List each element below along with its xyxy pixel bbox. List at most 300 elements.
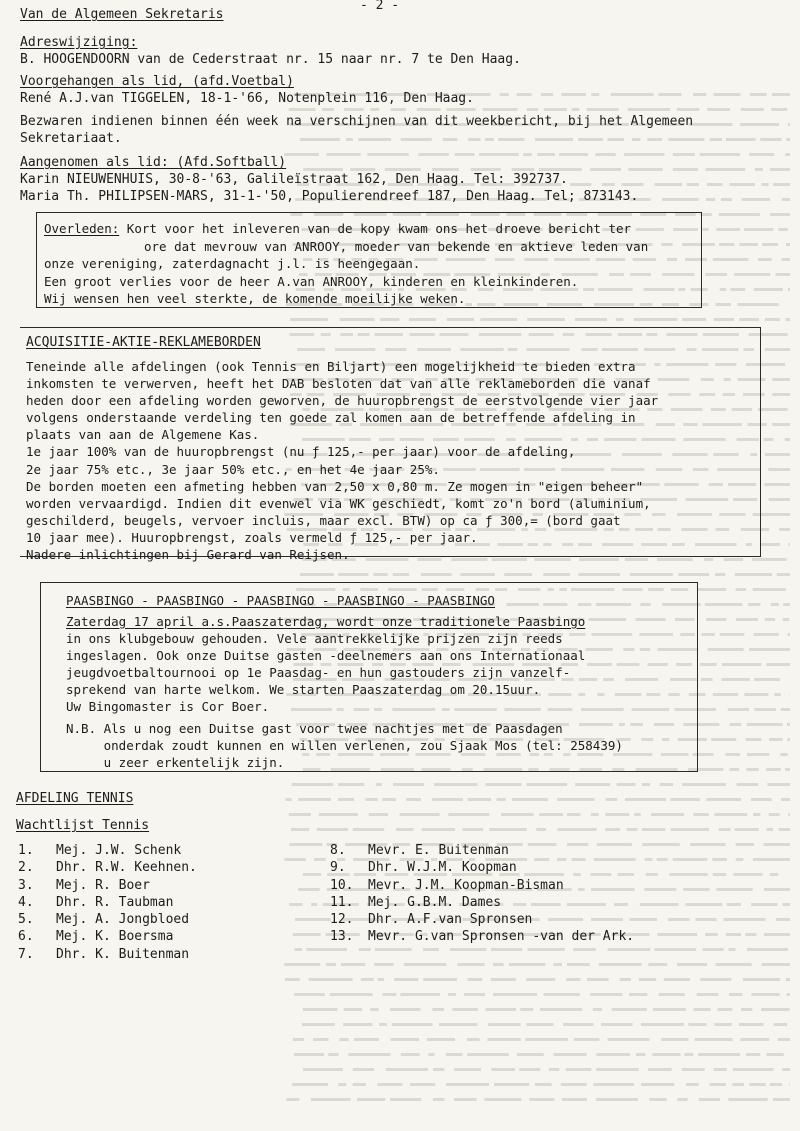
show-through-mark	[285, 978, 300, 981]
show-through-mark	[657, 858, 668, 861]
show-through-mark	[694, 1008, 711, 1011]
show-through-mark	[562, 1098, 587, 1101]
show-through-mark	[353, 1083, 366, 1086]
show-through-mark	[491, 1068, 515, 1071]
show-through-mark	[707, 183, 723, 186]
show-through-mark	[289, 843, 322, 846]
proposed-member-text: René A.J.van TIGGELEN, 18-1-'66, Notenplein 116, Den Haag.	[20, 91, 474, 106]
show-through-mark	[303, 1068, 343, 1071]
show-through-mark	[706, 168, 746, 171]
show-through-mark	[457, 963, 484, 966]
show-through-mark	[357, 1098, 385, 1101]
show-through-mark	[762, 963, 790, 966]
show-through-mark	[642, 828, 665, 831]
show-through-mark	[504, 573, 532, 576]
waitlist-name: Dhr. A.F.van Spronsen	[368, 912, 533, 928]
show-through-mark	[720, 288, 727, 291]
show-through-mark	[641, 1023, 684, 1026]
show-through-mark	[289, 813, 311, 816]
waitlist-row	[18, 894, 197, 911]
show-through-mark	[695, 1038, 733, 1041]
show-through-mark	[348, 1053, 390, 1056]
show-through-mark	[726, 138, 756, 141]
show-through-mark	[748, 603, 761, 606]
bingo-note-line: u zeer erkentelijk zijn.	[66, 755, 285, 770]
show-through-mark	[338, 573, 368, 576]
show-through-mark	[294, 1053, 324, 1056]
show-through-mark	[287, 1098, 300, 1101]
show-through-mark	[517, 1053, 544, 1056]
show-through-mark	[641, 1083, 674, 1086]
show-through-mark	[705, 933, 718, 936]
show-through-mark	[678, 573, 709, 576]
show-through-mark	[728, 708, 749, 711]
show-through-mark	[549, 1068, 560, 1071]
show-through-mark	[707, 108, 730, 111]
waitlist-number: 1.	[18, 843, 34, 858]
show-through-mark	[608, 948, 651, 951]
show-through-mark	[378, 978, 385, 981]
show-through-mark	[601, 1023, 632, 1026]
show-through-mark	[688, 1023, 706, 1026]
show-through-mark	[660, 783, 674, 786]
acquisition-line: volgens onderstaande verdeling ten goede zal komen aan de betreffende afdeling in	[26, 410, 636, 426]
waitlist-name: Mej. A. Jongbloed	[56, 912, 190, 928]
show-through-mark	[785, 768, 790, 771]
show-through-mark	[393, 783, 424, 786]
show-through-mark	[772, 393, 790, 396]
show-through-mark	[649, 1098, 667, 1101]
show-through-mark	[553, 963, 562, 966]
show-through-mark	[493, 963, 504, 966]
show-through-mark	[783, 903, 790, 906]
show-through-mark	[708, 648, 744, 651]
show-through-mark	[777, 573, 790, 576]
show-through-mark	[648, 963, 667, 966]
show-through-mark	[611, 93, 654, 96]
show-through-mark	[303, 1008, 337, 1011]
show-through-mark	[480, 318, 517, 321]
show-through-mark	[567, 813, 580, 816]
show-through-mark	[751, 993, 779, 996]
show-through-mark	[629, 993, 647, 996]
show-through-mark	[671, 798, 701, 801]
show-through-mark	[742, 198, 770, 201]
obituary-line: onze vereniging, zaterdagnacht j.l. is heengegaan.	[44, 256, 421, 271]
show-through-mark	[343, 1023, 372, 1026]
show-through-mark	[671, 828, 709, 831]
show-through-mark	[662, 198, 699, 201]
show-through-mark	[762, 243, 778, 246]
show-through-mark	[772, 378, 790, 381]
show-through-mark	[733, 1068, 774, 1071]
show-through-mark	[620, 978, 631, 981]
show-through-mark	[566, 978, 580, 981]
show-through-mark	[746, 768, 758, 771]
show-through-mark	[617, 783, 636, 786]
show-through-mark	[422, 828, 455, 831]
show-through-mark	[713, 873, 727, 876]
show-through-mark	[668, 918, 690, 921]
show-through-mark	[770, 1083, 782, 1086]
show-through-mark	[418, 153, 448, 156]
show-through-mark	[517, 93, 532, 96]
show-through-mark	[755, 168, 763, 171]
show-through-mark	[423, 948, 439, 951]
show-through-mark	[781, 753, 788, 756]
page-number: - 2 -	[360, 0, 400, 13]
show-through-mark	[648, 1068, 672, 1071]
show-through-mark	[730, 768, 740, 771]
show-through-mark	[724, 558, 743, 561]
show-through-mark	[739, 243, 757, 246]
show-through-mark	[677, 108, 700, 111]
acquisition-line: worden vervaardigd. Indien dit evenwel via WK geschiedt, komt zo'n bord (aluminium,	[26, 495, 651, 511]
show-through-mark	[526, 1023, 553, 1026]
waitlist-row	[18, 842, 197, 859]
show-through-mark	[527, 108, 538, 111]
show-through-mark	[605, 813, 629, 816]
show-through-mark	[714, 1068, 727, 1071]
show-through-mark	[753, 588, 786, 591]
show-through-mark	[410, 1083, 435, 1086]
bingo-note-line: N.B. Als u nog een Duitse gast voor twee nachtjes met de Paasdagen	[66, 721, 563, 736]
show-through-mark	[396, 828, 413, 831]
show-through-mark	[573, 948, 596, 951]
show-through-mark	[377, 1083, 402, 1086]
waitlist-row	[18, 928, 197, 945]
show-through-mark	[401, 1053, 420, 1056]
show-through-mark	[786, 318, 790, 321]
show-through-mark	[657, 558, 693, 561]
show-through-mark	[772, 423, 790, 426]
show-through-mark	[766, 663, 790, 666]
show-through-mark	[773, 183, 790, 186]
show-through-mark	[366, 798, 378, 801]
show-through-mark	[380, 318, 399, 321]
show-through-mark	[294, 993, 325, 996]
show-through-mark	[433, 1098, 445, 1101]
waitlist-row	[330, 877, 634, 894]
show-through-mark	[706, 198, 715, 201]
show-through-mark	[605, 828, 620, 831]
show-through-mark	[596, 1053, 630, 1056]
show-through-mark	[642, 783, 650, 786]
show-through-mark	[390, 1098, 421, 1101]
waitlist-number: 13.	[330, 929, 354, 945]
show-through-mark	[578, 573, 620, 576]
show-through-mark	[728, 1098, 767, 1101]
show-through-mark	[770, 213, 790, 216]
show-through-mark	[774, 1023, 788, 1026]
show-through-mark	[392, 1023, 433, 1026]
show-through-mark	[369, 813, 388, 816]
show-through-mark	[330, 993, 373, 996]
waitlist-number: 7.	[18, 946, 34, 962]
show-through-mark	[771, 603, 779, 606]
show-through-mark	[696, 918, 717, 921]
show-through-mark	[493, 993, 537, 996]
show-through-mark	[664, 978, 690, 981]
bingo-note	[66, 720, 623, 771]
waitlist-row	[330, 894, 634, 911]
show-through-mark	[326, 963, 336, 966]
show-through-mark	[786, 978, 790, 981]
waitlist-number: 5.	[18, 912, 34, 928]
show-through-mark	[338, 783, 364, 786]
waitlist-row	[330, 859, 634, 876]
acquisition-line: plaats van aan de Algemene Kas.	[26, 427, 260, 443]
show-through-mark	[716, 303, 732, 306]
show-through-mark	[567, 963, 590, 966]
show-through-mark	[766, 828, 773, 831]
show-through-mark	[705, 273, 727, 276]
show-through-mark	[447, 318, 474, 321]
show-through-mark	[483, 108, 518, 111]
show-through-mark	[751, 903, 777, 906]
show-through-mark	[367, 153, 408, 156]
show-through-mark	[764, 888, 790, 891]
show-through-mark	[370, 1008, 379, 1011]
show-through-mark	[636, 1053, 645, 1056]
show-through-mark	[787, 993, 790, 996]
show-through-mark	[682, 318, 706, 321]
show-through-mark	[719, 828, 731, 831]
show-through-mark	[409, 318, 436, 321]
show-through-mark	[747, 753, 769, 756]
show-through-mark	[700, 213, 711, 216]
show-through-mark	[788, 633, 790, 636]
show-through-mark	[740, 1038, 769, 1041]
waitlist-number: 2.	[18, 860, 34, 876]
show-through-mark	[509, 963, 546, 966]
show-through-mark	[781, 708, 790, 711]
show-through-mark	[651, 813, 684, 816]
show-through-mark	[659, 993, 685, 996]
show-through-mark	[374, 963, 393, 966]
show-through-mark	[319, 813, 358, 816]
waitlist-row	[18, 877, 197, 894]
show-through-mark	[628, 108, 670, 111]
waitlist-number: 4.	[18, 894, 34, 910]
acquisition-line: 10 jaar mee). Huuropbrengst, zoals vermeld ƒ 125,- per jaar.	[26, 529, 478, 545]
show-through-mark	[727, 903, 741, 906]
show-through-mark	[300, 573, 334, 576]
show-through-mark	[719, 213, 760, 216]
show-through-mark	[467, 1038, 480, 1041]
show-through-mark	[655, 948, 697, 951]
show-through-mark	[497, 798, 506, 801]
show-through-mark	[714, 93, 741, 96]
show-through-mark	[745, 933, 756, 936]
show-through-mark	[500, 93, 509, 96]
waitlist-name: Mej. R. Boer	[56, 877, 150, 893]
show-through-mark	[523, 153, 532, 156]
show-through-mark	[764, 843, 790, 846]
show-through-mark	[295, 918, 331, 921]
show-through-mark	[771, 108, 787, 111]
show-through-mark	[353, 828, 385, 831]
show-through-mark	[543, 573, 570, 576]
show-through-mark	[646, 873, 658, 876]
show-through-mark	[554, 1053, 587, 1056]
show-through-mark	[782, 198, 790, 201]
show-through-mark	[730, 723, 742, 726]
show-through-mark	[339, 1038, 348, 1041]
show-through-mark	[706, 618, 726, 621]
show-through-mark	[726, 933, 741, 936]
show-through-mark	[284, 153, 319, 156]
proposed-member-heading: Voorgehangen als lid, (afd.Voetbal)	[20, 74, 294, 89]
show-through-mark	[783, 603, 790, 606]
show-through-mark	[717, 228, 740, 231]
show-through-mark	[434, 783, 477, 786]
show-through-mark	[706, 798, 741, 801]
show-through-mark	[701, 678, 713, 681]
show-through-mark	[467, 1053, 508, 1056]
show-through-mark	[754, 708, 776, 711]
show-through-mark	[292, 783, 334, 786]
show-through-mark	[539, 813, 563, 816]
show-through-mark	[703, 228, 709, 231]
show-through-mark	[400, 993, 440, 996]
accepted-member: Karin NIEUWENHUIS, 30-8-'63, Galileïstraat 162, Den Haag. Tel: 392737.	[20, 172, 568, 187]
show-through-mark	[787, 723, 790, 726]
show-through-mark	[754, 633, 779, 636]
show-through-mark	[433, 1068, 444, 1071]
show-through-mark	[375, 948, 412, 951]
waitlist-right-column	[330, 842, 634, 946]
bingo-line: ingeslagen. Ook onze Duitse gasten -deelnemers aan ons Internationaal	[66, 648, 586, 663]
show-through-mark	[450, 948, 487, 951]
show-through-mark	[714, 813, 747, 816]
show-through-mark	[468, 798, 492, 801]
show-through-mark	[765, 348, 790, 351]
show-through-mark	[427, 1038, 455, 1041]
bingo-text	[66, 613, 585, 715]
show-through-mark	[760, 138, 781, 141]
show-through-mark	[673, 858, 708, 861]
accepted-member: Maria Th. PHILIPSEN-MARS, 31-1-'50, Populierendreef 187, Den Haag. Tel; 873143.	[20, 189, 639, 204]
show-through-mark	[566, 1068, 592, 1071]
show-through-mark	[747, 948, 788, 951]
bingo-line: in ons klubgebouw gehouden. Vele aantrekkelijke prijzen zijn reeds	[66, 631, 563, 646]
bingo-line: sprekend van harte welkom. We starten Paaszaterdag om 20.15uur.	[66, 682, 541, 697]
show-through-mark	[454, 1068, 481, 1071]
show-through-mark	[770, 873, 779, 876]
show-through-mark	[719, 243, 734, 246]
waitlist-number: 10.	[330, 877, 354, 893]
show-through-mark	[713, 693, 738, 696]
show-through-mark	[686, 1083, 699, 1086]
show-through-mark	[322, 108, 334, 111]
show-through-mark	[698, 1053, 740, 1056]
show-through-mark	[769, 813, 780, 816]
waitlist-number: 11.	[330, 894, 354, 910]
show-through-mark	[491, 978, 516, 981]
show-through-mark	[574, 1038, 600, 1041]
acquisition-line: geschilderd, beugels, vervoer incluis, maar excl. BTW) op ca ƒ 300,= (bord gaat	[26, 512, 621, 528]
show-through-mark	[774, 693, 780, 696]
show-through-mark	[729, 993, 743, 996]
show-through-mark	[655, 183, 683, 186]
show-through-mark	[718, 1008, 733, 1011]
show-through-mark	[764, 438, 774, 441]
show-through-mark	[734, 873, 763, 876]
show-through-mark	[687, 183, 699, 186]
show-through-mark	[639, 978, 656, 981]
show-through-mark	[625, 798, 666, 801]
show-through-mark	[590, 993, 622, 996]
show-through-mark	[634, 318, 678, 321]
show-through-mark	[593, 1008, 602, 1011]
show-through-mark	[704, 558, 713, 561]
show-through-mark	[724, 918, 766, 921]
show-through-mark	[750, 93, 767, 96]
show-through-mark	[382, 798, 396, 801]
acquisition-text	[26, 358, 658, 563]
waitlist-row	[330, 911, 634, 928]
show-through-mark	[512, 798, 548, 801]
show-through-mark	[772, 93, 790, 96]
show-through-mark	[634, 813, 640, 816]
show-through-mark	[446, 1053, 463, 1056]
show-through-mark	[544, 993, 580, 996]
show-through-mark	[716, 963, 752, 966]
secretary-heading: Van de Algemeen Sekretaris	[20, 7, 224, 22]
bingo-heading: PAASBINGO - PAASBINGO - PAASBINGO - PAASBINGO - PAASBINGO	[66, 593, 495, 608]
show-through-mark	[561, 93, 586, 96]
show-through-mark	[738, 303, 779, 306]
show-through-mark	[788, 123, 790, 126]
show-through-mark	[286, 798, 292, 801]
show-through-mark	[486, 783, 522, 786]
show-through-mark	[731, 288, 746, 291]
show-through-mark	[376, 783, 382, 786]
waitlist-number: 12.	[330, 912, 354, 928]
show-through-mark	[488, 1023, 520, 1026]
show-through-mark	[713, 258, 749, 261]
show-through-mark	[726, 753, 740, 756]
show-through-mark	[737, 783, 759, 786]
show-through-mark	[700, 153, 740, 156]
show-through-mark	[289, 108, 316, 111]
show-through-mark	[353, 1068, 374, 1071]
show-through-mark	[721, 198, 732, 201]
show-through-mark	[557, 798, 594, 801]
show-through-mark	[732, 1083, 744, 1086]
show-through-mark	[284, 963, 320, 966]
show-through-mark	[778, 1038, 790, 1041]
show-through-mark	[711, 738, 736, 741]
show-through-mark	[298, 888, 320, 891]
show-through-mark	[739, 318, 759, 321]
show-through-mark	[642, 843, 679, 846]
show-through-mark	[528, 948, 565, 951]
show-through-mark	[386, 1068, 428, 1071]
objection-text	[20, 113, 693, 147]
show-through-mark	[291, 828, 309, 831]
show-through-mark	[743, 978, 780, 981]
show-through-mark	[540, 1008, 582, 1011]
show-through-mark	[559, 153, 588, 156]
show-through-mark	[749, 1083, 765, 1086]
bingo-note-line: onderdak zoudt kunnen en willen verlenen, zou Sjaak Mos (tel: 258439)	[66, 738, 623, 753]
bingo-line: jeugdvoetbaltournooi op 1e Paasdag- en hun gastouders zijn vanzelf-	[66, 665, 571, 680]
show-through-mark	[432, 798, 463, 801]
show-through-mark	[624, 153, 664, 156]
show-through-mark	[448, 813, 489, 816]
